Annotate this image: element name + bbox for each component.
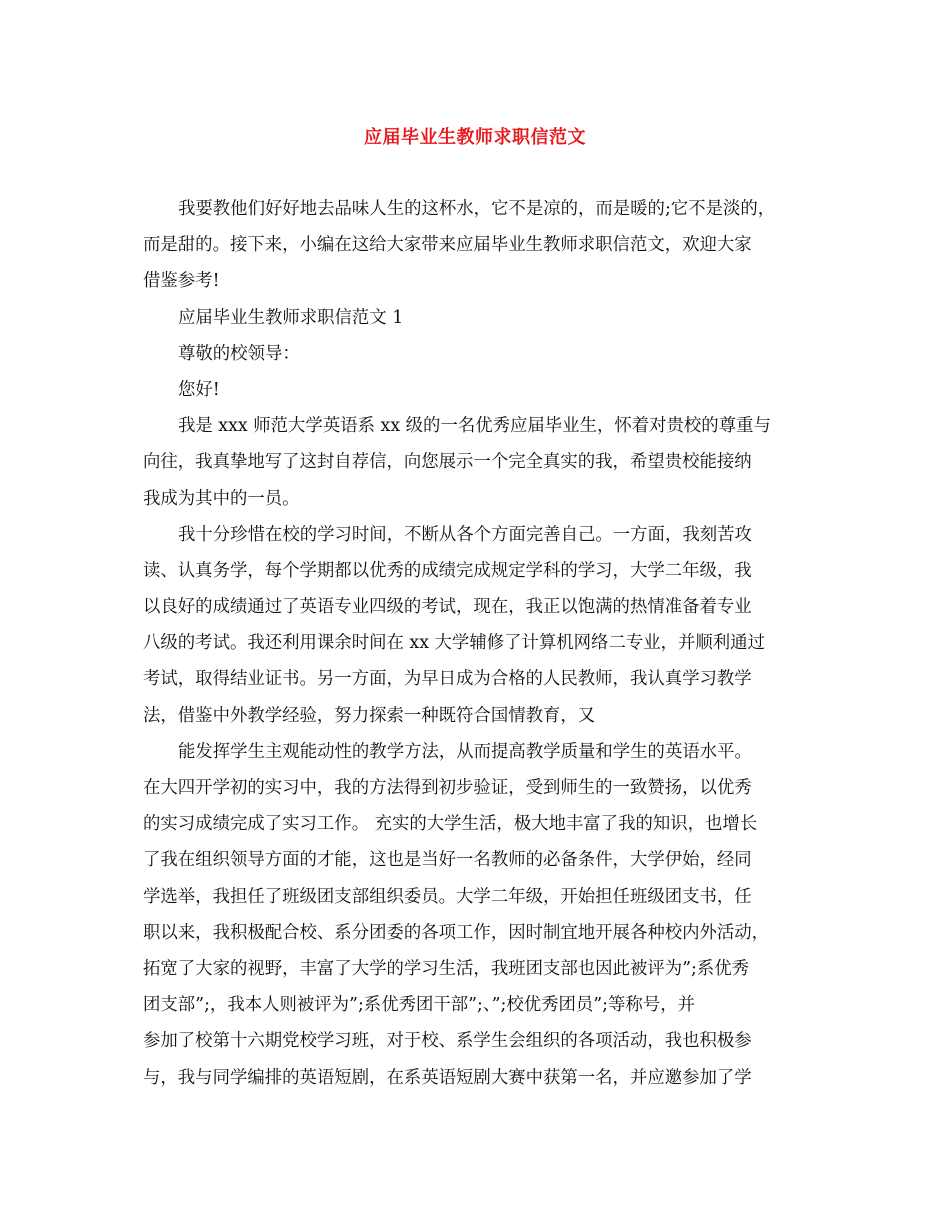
body-line: 八级的考试。我还利用课余时间在 xx 大学辅修了计算机网络二专业，并顺利通过 [143, 633, 765, 654]
body-line: 考试，取得结业证书。另一方面，为早日成为合格的人民教师，我认真学习教学 [143, 669, 752, 690]
document-body [143, 191, 813, 1096]
body-line: 在大四开学初的实习中，我的方法得到初步验证，受到师生的一致赞扬，以优秀 [143, 778, 752, 798]
body-line: 团支部”;，我本人则被评为”;系优秀团干部”;、”;校优秀团员”;等称号，并 [143, 995, 695, 1016]
body-line: 法，借鉴中外教学经验，努力探索一种既符合国情教育，又 [143, 705, 596, 726]
body-line: 尊敬的校领导： [178, 343, 300, 364]
body-line: 应届毕业生教师求职信范文 1 [178, 307, 404, 328]
body-line: 职以来，我积极配合校、系分团委的各项工作，因时制宜地开展各种校内外活动， [143, 922, 770, 943]
body-line: 您好! [178, 379, 220, 400]
body-line: 而是甜的。接下来，小编在这给大家带来应届毕业生教师求职信范文，欢迎大家 [143, 235, 752, 256]
body-line: 与，我与同学编排的英语短剧，在系英语短剧大赛中获第一名，并应邀参加了学 [143, 1067, 752, 1088]
body-line: 参加了校第十六期党校学习班，对于校、系学生会组织的各项活动，我也积极参 [143, 1031, 752, 1052]
body-line: 我是 xxx 师范大学英语系 xx 级的一名优秀应届毕业生，怀着对贵校的尊重与 [178, 416, 771, 437]
body-line: 我十分珍惜在校的学习时间，不断从各个方面完善自己。一方面，我刻苦攻 [178, 524, 752, 545]
body-line: 拓宽了大家的视野，丰富了大学的学习生活，我班团支部也因此被评为”;系优秀 [143, 958, 750, 979]
body-line: 学选举，我担任了班级团支部组织委员。大学二年级，开始担任班级团支书，任 [143, 886, 752, 907]
body-line: 读、认真务学，每个学期都以优秀的成绩完成规定学科的学习，大学二年级，我 [143, 560, 752, 581]
body-line: 的实习成绩完成了实习工作。 充实的大学生活，极大地丰富了我的知识，也增长 [143, 814, 758, 835]
body-line: 我要教他们好好地去品味人生的这杯水，它不是凉的，而是暖的;它不是淡的， [178, 199, 776, 219]
body-line: 了我在组织领导方面的才能，这也是当好一名教师的必备条件，大学伊始，经同 [143, 850, 752, 871]
body-line: 我成为其中的一员。 [143, 488, 300, 509]
document-title: 应届毕业生教师求职信范文 [364, 127, 586, 148]
body-line: 能发挥学生主观能动性的教学方法，从而提高教学质量和学生的英语水平。 [178, 741, 752, 762]
body-line: 借鉴参考! [143, 271, 220, 292]
body-line: 以良好的成绩通过了英语专业四级的考试，现在，我正以饱满的热情准备着专业 [143, 597, 752, 618]
body-line: 向往，我真挚地写了这封自荐信，向您展示一个完全真实的我，希望贵校能接纳 [143, 452, 752, 473]
